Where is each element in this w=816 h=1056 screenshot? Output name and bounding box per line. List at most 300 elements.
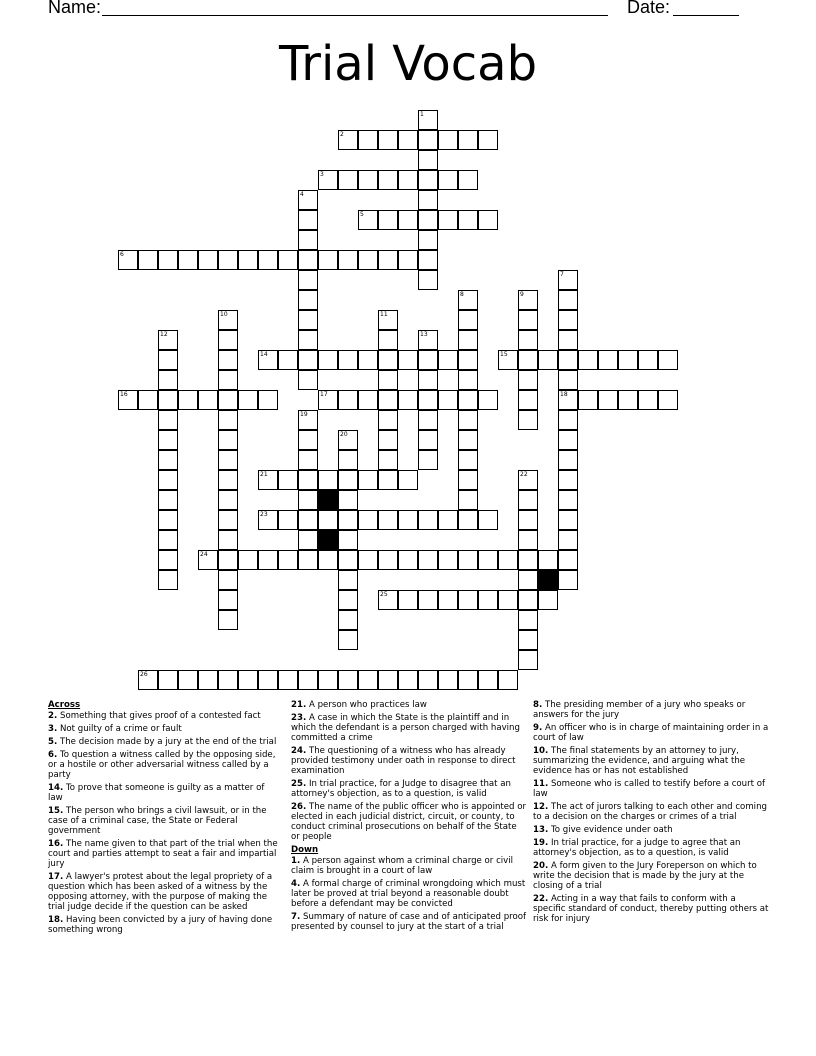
grid-cell[interactable] xyxy=(298,210,318,230)
clue-number: 17. xyxy=(48,872,64,882)
grid-cell[interactable] xyxy=(418,230,438,250)
grid-cell[interactable] xyxy=(558,570,578,590)
down-clue xyxy=(533,861,769,891)
grid-cell[interactable] xyxy=(558,550,578,570)
cell-number: 8 xyxy=(460,291,464,298)
grid-cell[interactable] xyxy=(518,530,538,550)
grid-cell[interactable] xyxy=(358,390,378,410)
grid-cell[interactable] xyxy=(278,250,298,270)
clue-number: 25. xyxy=(291,779,307,789)
grid-cell[interactable] xyxy=(418,550,438,570)
grid-cell[interactable] xyxy=(538,550,558,570)
grid-cell[interactable] xyxy=(518,610,538,630)
grid-cell[interactable] xyxy=(458,510,478,530)
grid-cell[interactable] xyxy=(418,670,438,690)
grid-cell[interactable] xyxy=(458,390,478,410)
grid-cell[interactable] xyxy=(278,350,298,370)
grid-cell[interactable] xyxy=(418,370,438,390)
grid-cell[interactable] xyxy=(278,550,298,570)
across-clue xyxy=(48,872,280,912)
grid-cell[interactable] xyxy=(318,170,338,190)
grid-cell[interactable] xyxy=(298,330,318,350)
grid-cell[interactable] xyxy=(218,510,238,530)
grid-cell[interactable] xyxy=(218,530,238,550)
grid-cell[interactable] xyxy=(158,430,178,450)
grid-cell[interactable] xyxy=(298,370,318,390)
grid-cell[interactable] xyxy=(418,450,438,470)
grid-cell[interactable] xyxy=(378,590,398,610)
grid-cell[interactable] xyxy=(338,510,358,530)
grid-cell[interactable] xyxy=(458,430,478,450)
grid-cell[interactable] xyxy=(298,290,318,310)
grid-cell[interactable] xyxy=(278,670,298,690)
grid-cell[interactable] xyxy=(158,470,178,490)
grid-cell[interactable] xyxy=(338,670,358,690)
grid-cell[interactable] xyxy=(598,390,618,410)
grid-cell[interactable] xyxy=(558,450,578,470)
grid-cell[interactable] xyxy=(318,510,338,530)
grid-cell[interactable] xyxy=(138,390,158,410)
grid-cell[interactable] xyxy=(558,370,578,390)
grid-cell[interactable] xyxy=(458,130,478,150)
grid-cell[interactable] xyxy=(418,430,438,450)
grid-cell[interactable] xyxy=(518,570,538,590)
grid-cell[interactable] xyxy=(278,470,298,490)
grid-cell[interactable] xyxy=(518,350,538,370)
grid-cell[interactable] xyxy=(458,370,478,390)
grid-cell[interactable] xyxy=(458,490,478,510)
grid-cell[interactable] xyxy=(398,390,418,410)
grid-cell[interactable] xyxy=(518,630,538,650)
grid-cell[interactable] xyxy=(478,590,498,610)
grid-cell[interactable] xyxy=(238,250,258,270)
grid-cell[interactable] xyxy=(358,670,378,690)
cell-number: 6 xyxy=(120,251,124,258)
grid-cell[interactable] xyxy=(538,350,558,370)
grid-cell[interactable] xyxy=(458,350,478,370)
grid-cell[interactable] xyxy=(418,510,438,530)
grid-cell[interactable] xyxy=(398,590,418,610)
grid-cell[interactable] xyxy=(558,430,578,450)
grid-cell[interactable] xyxy=(398,210,418,230)
cell-number: 14 xyxy=(260,351,268,358)
grid-cell[interactable] xyxy=(158,250,178,270)
grid-cell[interactable] xyxy=(418,390,438,410)
grid-cell[interactable] xyxy=(558,310,578,330)
grid-cell[interactable] xyxy=(418,410,438,430)
grid-cell[interactable] xyxy=(458,590,478,610)
grid-cell[interactable] xyxy=(458,310,478,330)
cell-number: 18 xyxy=(560,391,568,398)
grid-cell[interactable] xyxy=(658,350,678,370)
grid-cell[interactable] xyxy=(398,250,418,270)
grid-cell[interactable] xyxy=(218,370,238,390)
grid-cell[interactable] xyxy=(238,390,258,410)
grid-cell[interactable] xyxy=(298,550,318,570)
grid-cell[interactable] xyxy=(198,390,218,410)
grid-cell[interactable] xyxy=(258,250,278,270)
grid-cell[interactable] xyxy=(658,390,678,410)
grid-cell[interactable] xyxy=(518,390,538,410)
grid-cell[interactable] xyxy=(218,410,238,430)
grid-cell[interactable] xyxy=(478,130,498,150)
grid-cell[interactable] xyxy=(318,670,338,690)
grid-cell[interactable] xyxy=(618,390,638,410)
grid-cell[interactable] xyxy=(378,390,398,410)
grid-cell[interactable] xyxy=(558,530,578,550)
grid-cell[interactable] xyxy=(518,290,538,310)
grid-cell[interactable] xyxy=(398,130,418,150)
grid-cell[interactable] xyxy=(438,130,458,150)
grid-cell[interactable] xyxy=(478,510,498,530)
grid-cell[interactable] xyxy=(218,310,238,330)
grid-cell[interactable] xyxy=(158,490,178,510)
down-clue xyxy=(533,723,769,743)
grid-cell[interactable] xyxy=(438,390,458,410)
clue-text: The presiding member of a jury who speaks or answers for the jury xyxy=(533,700,746,720)
cell-number: 21 xyxy=(260,471,268,478)
across-clue xyxy=(291,779,527,799)
grid-cell[interactable] xyxy=(518,410,538,430)
grid-cell[interactable] xyxy=(438,510,458,530)
grid-cell[interactable] xyxy=(478,670,498,690)
cell-number: 9 xyxy=(520,291,524,298)
grid-cell[interactable] xyxy=(378,510,398,530)
grid-cell[interactable] xyxy=(378,410,398,430)
grid-cell[interactable] xyxy=(138,670,158,690)
grid-cell[interactable] xyxy=(458,670,478,690)
grid-cell[interactable] xyxy=(218,350,238,370)
grid-cell[interactable] xyxy=(558,390,578,410)
grid-cell[interactable] xyxy=(378,470,398,490)
grid-cell[interactable] xyxy=(418,210,438,230)
grid-cell[interactable] xyxy=(418,590,438,610)
grid-cell[interactable] xyxy=(358,170,378,190)
grid-cell[interactable] xyxy=(518,330,538,350)
grid-cell[interactable] xyxy=(298,450,318,470)
grid-cell[interactable] xyxy=(558,510,578,530)
grid-cell[interactable] xyxy=(258,350,278,370)
grid-cell[interactable] xyxy=(378,310,398,330)
grid-cell[interactable] xyxy=(438,670,458,690)
grid-cell[interactable] xyxy=(438,350,458,370)
grid-cell[interactable] xyxy=(558,330,578,350)
grid-cell[interactable] xyxy=(558,350,578,370)
grid-cell[interactable] xyxy=(318,470,338,490)
grid-cell[interactable] xyxy=(418,350,438,370)
grid-cell[interactable] xyxy=(338,250,358,270)
grid-cell[interactable] xyxy=(458,170,478,190)
grid-cell[interactable] xyxy=(598,350,618,370)
grid-cell[interactable] xyxy=(558,410,578,430)
grid-cell[interactable] xyxy=(218,550,238,570)
grid-cell[interactable] xyxy=(298,470,318,490)
clue-text: Acting in a way that fails to conform with a specific standard of conduct, thereby putting others at risk for injury xyxy=(533,894,769,924)
grid-cell[interactable] xyxy=(478,210,498,230)
grid-cell[interactable] xyxy=(358,250,378,270)
clue-number: 2. xyxy=(48,711,58,721)
grid-cell[interactable] xyxy=(178,250,198,270)
grid-cell[interactable] xyxy=(378,250,398,270)
grid-cell[interactable] xyxy=(458,330,478,350)
cell-number: 12 xyxy=(160,331,168,338)
grid-cell[interactable] xyxy=(358,210,378,230)
grid-cell[interactable] xyxy=(358,510,378,530)
grid-cell[interactable] xyxy=(258,550,278,570)
clue-text: The questioning of a witness who has already provided testimony under oath in response to direct examination xyxy=(291,746,516,776)
grid-cell[interactable] xyxy=(298,310,318,330)
grid-cell[interactable] xyxy=(318,390,338,410)
clue-text: To prove that someone is guilty as a matter of law xyxy=(48,783,265,803)
grid-cell[interactable] xyxy=(638,350,658,370)
cell-number: 16 xyxy=(120,391,128,398)
clue-text: A person against whom a criminal charge or civil claim is brought in a court of law xyxy=(291,856,514,876)
clue-number: 13. xyxy=(533,825,549,835)
grid-cell[interactable] xyxy=(478,390,498,410)
grid-cell[interactable] xyxy=(298,490,318,510)
grid-cell[interactable] xyxy=(378,670,398,690)
grid-cell[interactable] xyxy=(198,670,218,690)
grid-cell[interactable] xyxy=(518,470,538,490)
grid-cell[interactable] xyxy=(358,350,378,370)
grid-cell[interactable] xyxy=(138,250,158,270)
grid-cell[interactable] xyxy=(238,550,258,570)
grid-cell[interactable] xyxy=(578,350,598,370)
grid-cell[interactable] xyxy=(338,530,358,550)
down-clue xyxy=(291,912,527,932)
grid-cell[interactable] xyxy=(218,610,238,630)
grid-cell[interactable] xyxy=(418,110,438,130)
clue-number: 14. xyxy=(48,783,64,793)
grid-cell[interactable] xyxy=(418,330,438,350)
grid-cell[interactable] xyxy=(578,390,598,410)
grid-cell[interactable] xyxy=(338,590,358,610)
grid-cell[interactable] xyxy=(218,330,238,350)
cell-number: 13 xyxy=(420,331,428,338)
grid-cell[interactable] xyxy=(318,250,338,270)
grid-cell[interactable] xyxy=(398,670,418,690)
grid-cell[interactable] xyxy=(338,450,358,470)
grid-cell[interactable] xyxy=(518,550,538,570)
grid-cell[interactable] xyxy=(178,390,198,410)
grid-cell[interactable] xyxy=(298,410,318,430)
grid-cell[interactable] xyxy=(318,350,338,370)
grid-cell[interactable] xyxy=(558,290,578,310)
grid-cell[interactable] xyxy=(398,510,418,530)
grid-cell[interactable] xyxy=(438,170,458,190)
cell-number: 24 xyxy=(200,551,208,558)
grid-cell[interactable] xyxy=(158,390,178,410)
grid-cell[interactable] xyxy=(398,170,418,190)
grid-cell[interactable] xyxy=(318,550,338,570)
grid-cell[interactable] xyxy=(398,350,418,370)
grid-cell[interactable] xyxy=(418,250,438,270)
grid-cell[interactable] xyxy=(378,430,398,450)
grid-cell[interactable] xyxy=(338,550,358,570)
grid-cell[interactable] xyxy=(518,590,538,610)
grid-cell[interactable] xyxy=(378,450,398,470)
name-label: Name: xyxy=(48,0,102,17)
grid-cell[interactable] xyxy=(338,130,358,150)
grid-cell[interactable] xyxy=(358,550,378,570)
grid-cell[interactable] xyxy=(158,410,178,430)
grid-cell[interactable] xyxy=(558,490,578,510)
grid-cell[interactable] xyxy=(218,450,238,470)
grid-cell[interactable] xyxy=(158,670,178,690)
grid-cell[interactable] xyxy=(378,550,398,570)
cell-number: 3 xyxy=(320,171,324,178)
clue-number: 22. xyxy=(533,894,549,904)
down-clue xyxy=(533,779,769,799)
grid-cell[interactable] xyxy=(358,130,378,150)
grid-cell[interactable] xyxy=(398,550,418,570)
grid-cell[interactable] xyxy=(158,510,178,530)
grid-cell[interactable] xyxy=(158,450,178,470)
down-clue xyxy=(533,825,769,835)
grid-cell[interactable] xyxy=(438,590,458,610)
grid-cell[interactable] xyxy=(458,470,478,490)
across-clue xyxy=(291,802,527,842)
grid-cell[interactable] xyxy=(338,350,358,370)
grid-cell[interactable] xyxy=(338,630,358,650)
grid-cell[interactable] xyxy=(338,170,358,190)
grid-cell[interactable] xyxy=(498,670,518,690)
grid-cell[interactable] xyxy=(298,350,318,370)
grid-cell[interactable] xyxy=(438,550,458,570)
grid-cell[interactable] xyxy=(158,370,178,390)
grid-cell[interactable] xyxy=(558,270,578,290)
grid-cell[interactable] xyxy=(218,430,238,450)
grid-cell[interactable] xyxy=(498,590,518,610)
grid-cell[interactable] xyxy=(378,370,398,390)
clues-column-1 xyxy=(48,700,280,938)
clue-text: The decision made by a jury at the end of the trial xyxy=(59,737,277,747)
cell-number: 22 xyxy=(520,471,528,478)
grid-cell[interactable] xyxy=(218,390,238,410)
clue-text: Not guilty of a crime or fault xyxy=(59,724,182,734)
grid-cell[interactable] xyxy=(378,350,398,370)
grid-cell[interactable] xyxy=(518,510,538,530)
grid-cell[interactable] xyxy=(558,470,578,490)
across-clue xyxy=(48,711,280,721)
grid-cell[interactable] xyxy=(518,650,538,670)
grid-cell[interactable] xyxy=(478,550,498,570)
grid-cell[interactable] xyxy=(158,570,178,590)
grid-cell[interactable] xyxy=(298,430,318,450)
grid-cell[interactable] xyxy=(278,510,298,530)
grid-cell[interactable] xyxy=(338,570,358,590)
cell-number: 19 xyxy=(300,411,308,418)
clue-number: 15. xyxy=(48,806,64,816)
grid-cell[interactable] xyxy=(418,190,438,210)
grid-cell[interactable] xyxy=(518,490,538,510)
grid-cell[interactable] xyxy=(258,670,278,690)
grid-cell[interactable] xyxy=(498,550,518,570)
grid-cell[interactable] xyxy=(298,270,318,290)
grid-cell[interactable] xyxy=(218,490,238,510)
grid-cell[interactable] xyxy=(298,190,318,210)
grid-cell[interactable] xyxy=(338,610,358,630)
grid-cell[interactable] xyxy=(378,170,398,190)
grid-cell[interactable] xyxy=(358,470,378,490)
grid-cell[interactable] xyxy=(438,210,458,230)
grid-cell[interactable] xyxy=(338,430,358,450)
clue-text: A person who practices law xyxy=(308,700,427,710)
grid-cell[interactable] xyxy=(178,670,198,690)
grid-cell[interactable] xyxy=(378,130,398,150)
clue-text: A formal charge of criminal wrongdoing which must later be proved at trial beyond a reasonable doubt before a defendant may be convicted xyxy=(291,879,526,909)
grid-cell[interactable] xyxy=(298,250,318,270)
grid-cell[interactable] xyxy=(118,250,138,270)
grid-cell[interactable] xyxy=(298,510,318,530)
grid-cell[interactable] xyxy=(298,530,318,550)
black-cell xyxy=(538,570,558,590)
grid-cell[interactable] xyxy=(218,570,238,590)
grid-cell[interactable] xyxy=(238,670,258,690)
grid-cell[interactable] xyxy=(258,510,278,530)
cell-number: 17 xyxy=(320,391,328,398)
across-clue xyxy=(291,746,527,776)
grid-cell[interactable] xyxy=(218,250,238,270)
grid-cell[interactable] xyxy=(218,590,238,610)
clue-text: Having been convicted by a jury of having done something wrong xyxy=(48,915,273,935)
cell-number: 10 xyxy=(220,311,228,318)
grid-cell[interactable] xyxy=(218,670,238,690)
grid-cell[interactable] xyxy=(158,330,178,350)
grid-cell[interactable] xyxy=(638,390,658,410)
grid-cell[interactable] xyxy=(218,470,238,490)
grid-cell[interactable] xyxy=(518,310,538,330)
grid-cell[interactable] xyxy=(498,350,518,370)
grid-cell[interactable] xyxy=(198,250,218,270)
grid-cell[interactable] xyxy=(418,170,438,190)
cell-number: 2 xyxy=(340,131,344,138)
grid-cell[interactable] xyxy=(118,390,138,410)
clue-text: Someone who is called to testify before a court of law xyxy=(533,779,766,799)
grid-cell[interactable] xyxy=(338,490,358,510)
grid-cell[interactable] xyxy=(458,290,478,310)
grid-cell[interactable] xyxy=(198,550,218,570)
grid-cell[interactable] xyxy=(458,450,478,470)
grid-cell[interactable] xyxy=(458,210,478,230)
grid-cell[interactable] xyxy=(338,470,358,490)
clue-text: In trial practice, for a Judge to disagree that an attorney's objection, as to a question, is valid xyxy=(291,779,511,799)
grid-cell[interactable] xyxy=(458,410,478,430)
grid-cell[interactable] xyxy=(378,210,398,230)
grid-cell[interactable] xyxy=(298,670,318,690)
grid-cell[interactable] xyxy=(338,390,358,410)
grid-cell[interactable] xyxy=(298,230,318,250)
grid-cell[interactable] xyxy=(378,330,398,350)
grid-cell[interactable] xyxy=(258,470,278,490)
grid-cell[interactable] xyxy=(158,550,178,570)
grid-cell[interactable] xyxy=(418,270,438,290)
grid-cell[interactable] xyxy=(158,530,178,550)
black-cell xyxy=(318,530,338,550)
grid-cell[interactable] xyxy=(458,550,478,570)
cell-number: 15 xyxy=(500,351,508,358)
grid-cell[interactable] xyxy=(618,350,638,370)
grid-cell[interactable] xyxy=(258,390,278,410)
grid-cell[interactable] xyxy=(158,350,178,370)
grid-cell[interactable] xyxy=(398,470,418,490)
grid-cell[interactable] xyxy=(418,150,438,170)
grid-cell[interactable] xyxy=(518,370,538,390)
grid-cell[interactable] xyxy=(538,590,558,610)
grid-cell[interactable] xyxy=(418,130,438,150)
down-clue xyxy=(533,838,769,858)
across-clue xyxy=(48,806,280,836)
